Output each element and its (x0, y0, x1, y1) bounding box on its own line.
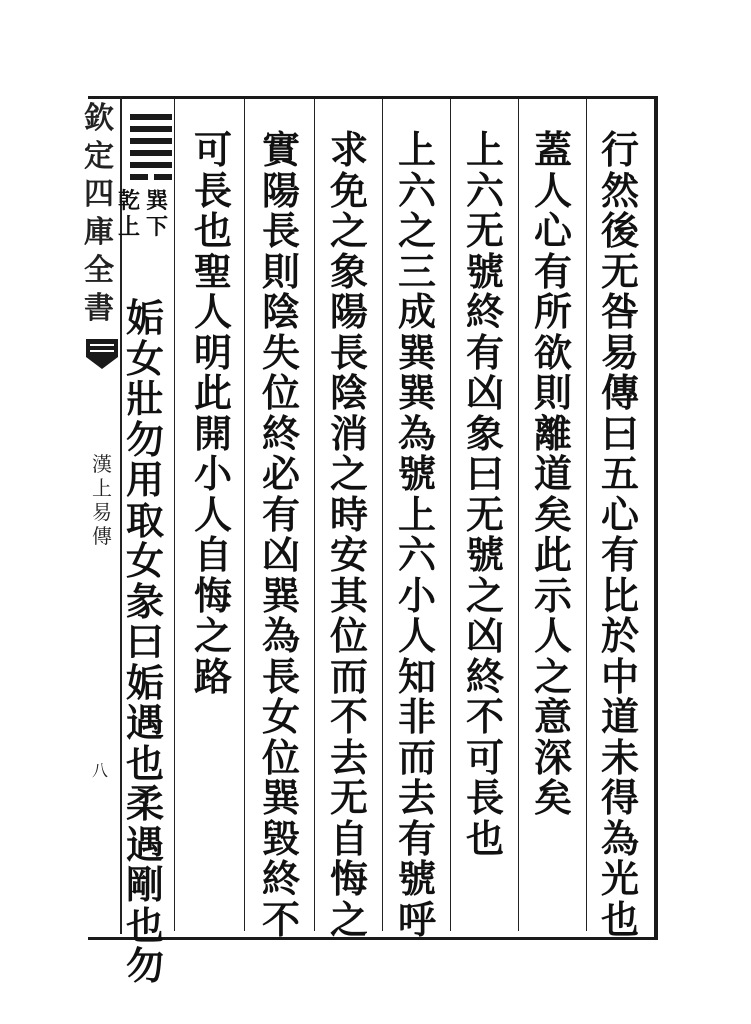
text-char: 也 (125, 740, 164, 786)
text-char: 悔 (193, 572, 232, 618)
edge-title-char: 欽 (84, 101, 114, 136)
text-char: 之 (465, 572, 504, 618)
edge-title-char: 全 (84, 253, 114, 288)
text-char: 自 (193, 532, 232, 577)
trigram-char: 乾 (117, 188, 140, 214)
text-char: 欲 (533, 329, 572, 375)
text-char: 為 (397, 410, 436, 456)
text-char: 所 (533, 289, 572, 334)
chapter-label (88, 452, 116, 548)
text-char: 求 (329, 127, 368, 172)
text-char: 免 (329, 167, 368, 213)
text-char: 成 (397, 289, 436, 334)
text-char: 有 (533, 248, 572, 294)
text-char: 終 (261, 856, 300, 901)
text-char: 三 (397, 248, 436, 294)
text-char: 小 (397, 572, 436, 618)
text-char: 之 (397, 208, 436, 253)
text-char: 人 (193, 491, 232, 537)
text-char: 道 (533, 451, 572, 496)
text-char: 曰 (600, 410, 639, 456)
text-char: 巽 (261, 775, 300, 820)
trigram-char: 巽 (145, 188, 168, 214)
text-char: 開 (193, 410, 232, 456)
trigram-upper (114, 188, 144, 240)
text-char: 可 (465, 734, 504, 780)
text-char: 巽 (397, 370, 436, 415)
text-char: 不 (261, 896, 300, 942)
text-char: 則 (261, 248, 300, 294)
edge-title-char: 四 (84, 177, 114, 212)
text-char: 六 (397, 167, 436, 213)
text-char: 其 (329, 572, 368, 618)
edge-title-char: 庫 (84, 215, 114, 250)
text-char: 號 (465, 248, 504, 294)
text-char: 終 (465, 289, 504, 334)
text-char: 遇 (125, 700, 164, 745)
text-column-8 (122, 295, 168, 988)
text-char: 巽 (397, 329, 436, 375)
text-char: 凶 (465, 370, 504, 415)
text-char: 曰 (465, 451, 504, 496)
text-char: 之 (193, 613, 232, 658)
text-char: 示 (533, 572, 572, 618)
text-char: 柔 (125, 781, 164, 826)
text-char: 也 (125, 902, 164, 948)
text-char: 號 (465, 532, 504, 577)
trigram-lower (142, 188, 172, 240)
folio-number: 八 (92, 761, 109, 780)
text-char: 道 (600, 694, 639, 739)
chapter-label-char: 易 (92, 500, 112, 524)
text-char: 五 (600, 451, 639, 496)
trigram-char: 下 (145, 214, 168, 240)
column-rule (518, 99, 519, 931)
column-rule (586, 99, 587, 931)
column-rule (314, 99, 315, 931)
text-char: 六 (397, 532, 436, 577)
text-char: 易 (600, 329, 639, 375)
text-column-5 (326, 127, 372, 942)
text-char: 而 (397, 734, 436, 780)
edge-title-char: 書 (84, 291, 114, 326)
text-char: 凶 (465, 613, 504, 658)
text-char: 无 (465, 208, 504, 253)
text-char: 位 (261, 370, 300, 415)
text-char: 六 (465, 167, 504, 213)
text-char: 有 (465, 329, 504, 375)
text-char: 長 (193, 167, 232, 213)
text-char: 上 (465, 127, 504, 172)
trigram-char: 上 (117, 214, 140, 240)
text-char: 姤 (125, 659, 164, 705)
text-char: 矣 (533, 775, 572, 820)
text-char: 然 (600, 167, 639, 213)
text-char: 凶 (261, 532, 300, 577)
text-char: 之 (329, 451, 368, 496)
text-char: 中 (600, 653, 639, 699)
text-char: 象 (465, 410, 504, 456)
text-char: 曰 (125, 619, 164, 664)
text-char: 陰 (261, 289, 300, 334)
text-char: 陽 (261, 167, 300, 213)
text-char: 長 (261, 208, 300, 253)
text-char: 可 (193, 127, 232, 172)
chapter-label-char: 傳 (92, 524, 112, 548)
fishtail-mark (84, 335, 120, 373)
text-char: 時 (329, 491, 368, 537)
text-char: 未 (600, 734, 639, 780)
text-char: 蓋 (533, 127, 572, 172)
text-char: 號 (397, 451, 436, 496)
text-char: 自 (329, 815, 368, 861)
text-column-3 (462, 127, 508, 861)
text-char: 悔 (329, 856, 368, 901)
text-char: 長 (329, 329, 368, 375)
text-char: 女 (125, 335, 164, 381)
column-rule (450, 99, 451, 931)
text-char: 終 (261, 410, 300, 456)
hexagram-symbol (128, 112, 174, 182)
text-char: 无 (329, 775, 368, 820)
text-char: 而 (329, 653, 368, 699)
text-char: 行 (600, 127, 639, 172)
text-char: 女 (261, 694, 300, 739)
text-char: 壯 (125, 376, 164, 421)
text-char: 得 (600, 775, 639, 820)
chapter-label-char: 上 (92, 476, 112, 500)
text-char: 傳 (600, 370, 639, 415)
text-char: 路 (193, 653, 232, 699)
text-char: 小 (193, 451, 232, 496)
text-char: 長 (465, 775, 504, 820)
text-char: 光 (600, 856, 639, 901)
text-char: 失 (261, 329, 300, 375)
text-char: 聖 (193, 248, 232, 294)
column-rule (244, 99, 245, 931)
text-char: 心 (533, 208, 572, 253)
text-char: 不 (329, 694, 368, 739)
text-char: 此 (193, 370, 232, 415)
text-char: 後 (600, 208, 639, 253)
text-char: 剛 (125, 862, 164, 907)
text-char: 去 (329, 734, 368, 780)
text-char: 取 (125, 497, 164, 543)
text-column-7 (190, 127, 236, 699)
text-char: 去 (397, 775, 436, 820)
text-char: 此 (533, 532, 572, 577)
text-char: 勿 (125, 943, 164, 988)
text-column-6 (258, 127, 304, 942)
text-char: 之 (533, 653, 572, 699)
text-char: 象 (329, 248, 368, 294)
text-char: 勿 (125, 416, 164, 462)
text-char: 有 (600, 532, 639, 577)
text-char: 遇 (125, 821, 164, 867)
text-char: 非 (397, 694, 436, 739)
text-char: 无 (600, 248, 639, 294)
text-char: 毀 (261, 815, 300, 861)
text-char: 姤 (125, 295, 164, 340)
text-char: 之 (329, 208, 368, 253)
text-char: 人 (533, 167, 572, 213)
text-char: 意 (533, 694, 572, 739)
text-char: 也 (600, 896, 639, 942)
text-char: 為 (261, 613, 300, 658)
text-char: 女 (125, 538, 164, 583)
text-char: 也 (193, 208, 232, 253)
text-char: 用 (125, 457, 164, 502)
text-char: 消 (329, 410, 368, 456)
text-char: 心 (600, 491, 639, 537)
trigram-annotation (112, 188, 176, 298)
column-rule (382, 99, 383, 931)
text-char: 終 (465, 653, 504, 699)
text-char: 為 (600, 815, 639, 861)
text-char: 必 (261, 451, 300, 496)
text-char: 實 (261, 127, 300, 172)
text-char: 深 (533, 734, 572, 780)
edge-title-char: 定 (84, 139, 114, 174)
text-column-1 (597, 127, 643, 942)
text-char: 彖 (125, 578, 164, 624)
text-char: 陰 (329, 370, 368, 415)
text-char: 離 (533, 410, 572, 456)
text-char: 明 (193, 329, 232, 375)
text-char: 之 (329, 896, 368, 942)
text-char: 巽 (261, 572, 300, 618)
text-char: 長 (261, 653, 300, 699)
text-char: 比 (600, 572, 639, 618)
text-char: 上 (397, 491, 436, 537)
chapter-label-char: 漢 (92, 452, 112, 476)
text-char: 矣 (533, 491, 572, 537)
text-char: 上 (397, 127, 436, 172)
text-char: 人 (397, 613, 436, 658)
text-char: 安 (329, 532, 368, 577)
text-char: 位 (329, 613, 368, 658)
text-char: 也 (465, 815, 504, 861)
text-char: 无 (465, 491, 504, 537)
text-char: 位 (261, 734, 300, 780)
edge-title (84, 100, 114, 328)
text-char: 人 (193, 289, 232, 334)
text-char: 知 (397, 653, 436, 699)
text-char: 號 (397, 856, 436, 901)
text-char: 則 (533, 370, 572, 415)
text-column-4 (394, 127, 440, 942)
text-char: 人 (533, 613, 572, 658)
text-char: 咎 (600, 289, 639, 334)
text-char: 不 (465, 694, 504, 739)
text-char: 呼 (397, 896, 436, 942)
text-char: 有 (261, 491, 300, 537)
text-column-2 (530, 127, 576, 820)
text-char: 陽 (329, 289, 368, 334)
text-char: 有 (397, 815, 436, 861)
text-char: 於 (600, 613, 639, 658)
